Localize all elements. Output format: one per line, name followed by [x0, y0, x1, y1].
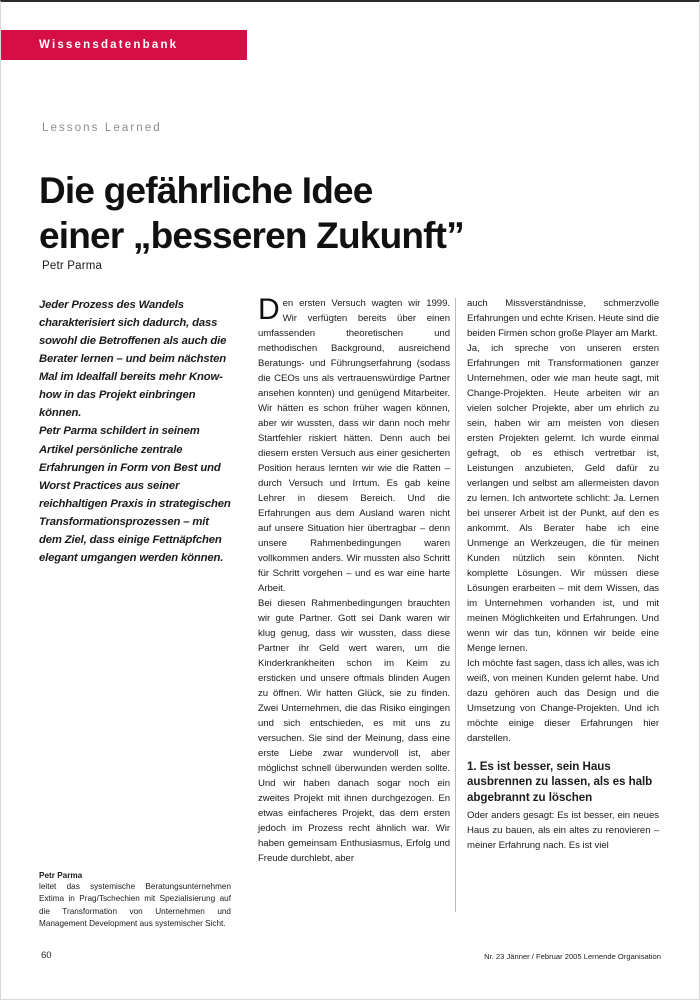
column-divider-rule [455, 298, 456, 912]
section-banner-label: Wissensdatenbank [39, 39, 179, 51]
middle-paragraph-1: Den ersten Versuch wagten wir 1999. Wir verfügten bereits über einen umfassenden theoretischen und methodischen Background, ausreichend Beratungs- und Führungserfahrung (sodass die CEOs uns als vertrauenswürdige Partner ansehen konnten) und genügend Mitarbeiter. Wir hätten es schon früher wagen können, aber wir wussten, dass wir dann noch mehr Startfehler riskiert hätten. Denn auch bei diesem ersten Versuch aus einer gesicherten Position heraus lernten wir wie die Ratten – durch Versuch und Irrtum. Es gab keine Lehrer in diesem Bereich. Und die Erfahrungen aus dem Ausland waren nicht auf unsere Situation hier übertragbar – denn unsere Rahmenbedingungen waren vollkommen anders. Wir mussten also Schritt für Schritt vorgehen – und es war eine harte Arbeit. [258, 293, 450, 594]
lead-paragraph-1: Jeder Prozess des Wandels charakterisiert sich dadurch, dass sowohl die Betroffenen als auch die Berater lernen – und beim nächsten Mal im Idealfall bereits mehr Know-how in das Projekt einbringen können. [39, 299, 227, 420]
article-columns [39, 293, 667, 916]
issue-imprint: Nr. 23 Jänner / Februar 2005 Lernende Organisation [484, 952, 661, 961]
page-number: 60 [41, 950, 52, 961]
column-right [467, 296, 659, 853]
middle-paragraph-2: Bei diesen Rahmenbedingungen brauchten wir gute Partner. Gott sei Dank waren wir klug genug, dass wir wussten, dass diese Partner ihr Geld wert waren, um die Kinderkrankheiten schon im Keim zu ersticken und unsere oftmals blinden Augen zu öffnen. Wir hatten Glück, sie zu finden. Zwei Unternehmen, die das Risiko eingingen und sich entschieden, es mit uns zu versuchen. Sie sind der Meinung, dass eine erste Liebe zwar wundervoll ist, aber möglichst schnell überwunden werden sollte. Und wir haben danach sogar noch ein zweites Projekt mit ihnen durchgezogen. En etwas einfacheres Projekt, das dem ersten jedoch im Prozess recht ähnlich war. Wir haben gemeinsam Enthusiasmus, Erfolg und Freude durchlebt, aber [258, 598, 450, 864]
right-paragraph-4: Oder anders gesagt: Es ist besser, ein neues Haus zu bauen, als ein altes zu renovieren – meiner Erfahrung nach. Es ist viel [467, 810, 659, 852]
author-bio [39, 871, 231, 930]
right-paragraph-3: Ich möchte fast sagen, dass ich alles, was ich weiß, von meinen Kunden gelernt habe. Und dazu gehören auch das Design und die Umsetzung von Change-Projekten. Und ich möchte einige dieser Erfahrungen hier darstellen. [467, 658, 659, 744]
headline-line-2: einer „besseren Zukunft” [39, 214, 464, 256]
right-paragraph-1: auch Missverständnisse, schmerzvolle Erfahrungen und echte Krisen. Heute sind die beiden Firmen schon große Player am Markt. [467, 298, 659, 339]
author-bio-text: leitet das systemische Beratungsunternehmen Extima in Prag/Tschechien mit Spezialisierung auf die Transformation von Unternehmen und Management Development aus systemischer Sicht. [39, 882, 231, 928]
section-banner [1, 30, 247, 60]
article-kicker: Lessons Learned [42, 122, 162, 134]
article-byline: Petr Parma [42, 260, 103, 272]
author-bio-name: Petr Parma [39, 871, 83, 880]
column-middle [258, 293, 450, 866]
page-title [39, 168, 659, 258]
section-subheading-1: 1. Es ist besser, sein Haus ausbrennen zu lassen, als es halb abgebrannt zu löschen [467, 760, 653, 804]
right-paragraph-2: Ja, ich spreche von unseren ersten Erfahrungen mit Transformationen ganzer Unternehmen, oder wie man heute sagt, mit Change-Projekten. Heute arbeiten wir an vielen solcher Projekte, aber um ehrlich zu sein, haben wir am meisten von diesen ersten Projekten gelernt. Ich wurde einmal gefragt, ob es ethisch vertretbar ist, Leistungen anzubieten, Geld dafür zu verlangen und selbst am allermeisten davon zu lernen. Ich antwortete schlicht: Ja. Lernen bei unserer Arbeit ist der Punkt, auf den es ankommt. Als Berater habe ich eine Unmenge an Werkzeugen, die für meinen Kunden nützlich sein könnten. Nicht komplette Lösungen. Wir müssen diese Lösungen erarbeiten – mit dem Wissen, das im Unternehmen vorhanden ist, und mit meinen Möglichkeiten und Erfahrungen. Und wenn wir das tun, können wir beide eine Menge lernen. [467, 343, 659, 654]
lead-paragraph-2: Petr Parma schildert in seinem Artikel persönliche zentrale Erfahrungen in Form von Best und Worst Practices aus seiner reichhaltigen Praxis in strategischen Transformationsprozessen – mit dem Ziel, dass einige Fettnäpfchen elegant umgangen werden können. [39, 425, 231, 564]
column-lead [39, 296, 231, 567]
headline-line-1: Die gefährliche Idee [39, 169, 373, 211]
